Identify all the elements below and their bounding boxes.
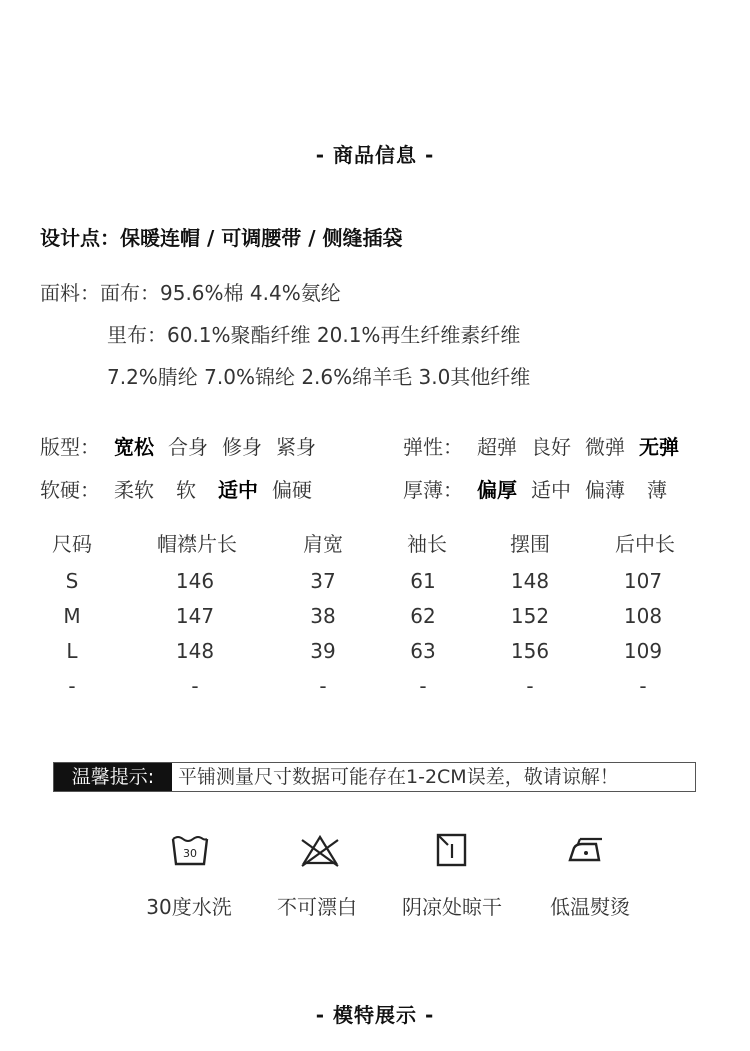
table-cell: 152 <box>510 604 550 628</box>
attr-fit-option: 宽松 <box>114 435 154 459</box>
fabric-line-1: 面料：面布：95.6%棉 4.4%氨纶 <box>40 281 341 305</box>
attr-softness-label: 软硬： <box>40 478 100 502</box>
table-cell: - <box>639 674 647 698</box>
care-label-wash: 30度水洗 <box>146 895 232 919</box>
table-header-cell: 帽襟片长 <box>157 532 237 556</box>
table-cell: - <box>68 674 76 698</box>
tip-label: 温馨提示: <box>54 763 172 791</box>
attr-fit-option: 紧身 <box>276 435 316 459</box>
attr-softness <box>40 474 312 503</box>
table-cell: - <box>191 674 199 698</box>
table-cell: 148 <box>510 569 550 593</box>
measurement-tip <box>53 762 696 792</box>
table-cell: 37 <box>310 569 336 593</box>
attr-softness-option: 软 <box>176 478 196 502</box>
attr-elasticity-label: 弹性： <box>403 435 463 459</box>
attr-thickness-label: 厚薄： <box>403 478 463 502</box>
attr-softness-option: 适中 <box>218 478 258 502</box>
attr-elasticity <box>403 431 679 460</box>
tip-text: 平铺测量尺寸数据可能存在1-2CM误差，敬请谅解！ <box>178 766 619 788</box>
attr-thickness <box>403 474 667 503</box>
section-title-product-info: - 商品信息 - <box>315 143 435 167</box>
attr-fit-option: 修身 <box>222 435 262 459</box>
table-cell: 109 <box>623 639 663 663</box>
no-bleach-icon <box>300 832 340 868</box>
attr-thickness-option: 薄 <box>647 478 667 502</box>
care-label-iron: 低温熨烫 <box>550 895 630 919</box>
table-header-cell: 尺码 <box>52 532 92 556</box>
attr-elasticity-option: 微弹 <box>585 435 625 459</box>
table-header-cell: 肩宽 <box>303 532 343 556</box>
table-cell: - <box>419 674 427 698</box>
shade-dry-icon <box>432 832 472 868</box>
fabric-line-3: 7.2%腈纶 7.0%锦纶 2.6%绵羊毛 3.0其他纤维 <box>107 365 531 389</box>
attr-fit <box>40 431 316 460</box>
attr-elasticity-option: 超弹 <box>477 435 517 459</box>
table-cell: L <box>66 639 78 663</box>
table-cell: 107 <box>623 569 663 593</box>
table-cell: 156 <box>510 639 550 663</box>
wash-30-icon <box>170 832 210 868</box>
table-cell: 146 <box>175 569 215 593</box>
table-cell: 39 <box>310 639 336 663</box>
attr-fit-option: 合身 <box>168 435 208 459</box>
table-header-cell: 袖长 <box>407 532 447 556</box>
section-title-model: - 模特展示 - <box>315 1003 435 1027</box>
attr-thickness-option: 偏薄 <box>585 478 625 502</box>
fabric-line-2: 里布：60.1%聚酯纤维 20.1%再生纤维素纤维 <box>107 323 521 347</box>
table-cell: S <box>65 569 79 593</box>
attr-softness-option: 偏硬 <box>272 478 312 502</box>
attr-thickness-option: 适中 <box>531 478 571 502</box>
table-cell: 38 <box>310 604 336 628</box>
care-label-bleach: 不可漂白 <box>277 895 357 919</box>
table-cell: 108 <box>623 604 663 628</box>
table-header-cell: 后中长 <box>615 532 675 556</box>
table-cell: M <box>63 604 81 628</box>
table-cell: 63 <box>410 639 436 663</box>
design-points: 设计点：保暖连帽 / 可调腰带 / 侧缝插袋 <box>40 226 403 250</box>
table-cell: 61 <box>410 569 436 593</box>
attr-elasticity-option: 无弹 <box>639 435 679 459</box>
care-label-dry: 阴凉处晾干 <box>402 895 502 919</box>
iron-low-icon <box>566 832 606 868</box>
attr-fit-label: 版型： <box>40 435 100 459</box>
attr-thickness-option: 偏厚 <box>477 478 517 502</box>
table-cell: 148 <box>175 639 215 663</box>
attr-elasticity-option: 良好 <box>531 435 571 459</box>
svg-text:30: 30 <box>183 847 197 860</box>
table-cell: 62 <box>410 604 436 628</box>
table-cell: - <box>319 674 327 698</box>
table-header-cell: 摆围 <box>510 532 550 556</box>
table-cell: 147 <box>175 604 215 628</box>
attr-softness-option: 柔软 <box>114 478 154 502</box>
table-cell: - <box>526 674 534 698</box>
